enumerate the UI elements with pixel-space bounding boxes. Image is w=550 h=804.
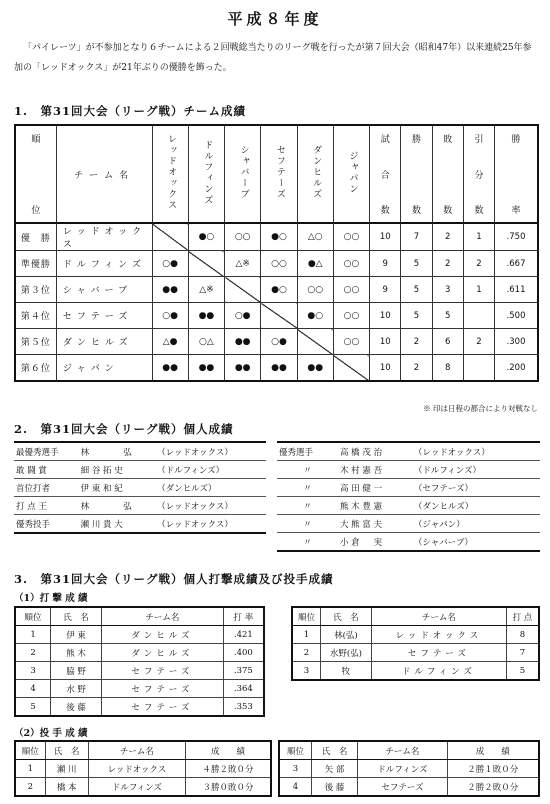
wins-cell: 5 [401, 303, 432, 329]
pct-header [495, 125, 538, 223]
award-title: 敢 闘 賞 [14, 461, 79, 479]
rank: 1 [15, 760, 45, 778]
games-h2: 合 [380, 170, 390, 181]
losses-header [432, 125, 463, 223]
award-row [277, 461, 540, 479]
result-cell: ○○ [333, 277, 369, 303]
losses-cell: 2 [432, 251, 463, 277]
result-cell: ○● [152, 303, 188, 329]
player: 牧 [320, 662, 371, 681]
awards-left-table [14, 441, 266, 534]
player: 熊 木 [51, 644, 102, 662]
rank-header-1: 順 [31, 135, 41, 145]
rbi-row [292, 662, 539, 681]
team-cell: シャバーブ [56, 277, 152, 303]
draws-h3: 数 [474, 206, 484, 216]
rank: 3 [292, 662, 320, 681]
award-name: 伊 東 和 紀 [79, 479, 155, 497]
rank: 3 [279, 760, 311, 778]
record: ２勝２敗０分 [447, 778, 539, 797]
rank-cell: 準優勝 [15, 251, 56, 277]
games-cell: 9 [370, 251, 401, 277]
team-name-header [56, 125, 152, 223]
avg: .353 [223, 698, 264, 717]
col-rank: 順位 [279, 741, 311, 760]
result-cell: △○ [297, 223, 333, 251]
rbi-row [292, 644, 539, 662]
batting-header-row [15, 607, 264, 626]
player: 後 藤 [311, 778, 357, 797]
games-cell: 10 [370, 329, 401, 355]
team-cell: ジャパン [56, 355, 152, 382]
result-cell: ○○ [333, 329, 369, 355]
games-cell: 9 [370, 277, 401, 303]
team-cell: セフテーズ [56, 303, 152, 329]
col-record: 成 績 [186, 741, 271, 760]
team-row [15, 223, 538, 251]
diagonal-cell [333, 355, 369, 382]
award-team: （ダンヒルズ） [412, 497, 540, 515]
result-cell: ○○ [333, 303, 369, 329]
result-cell: ○○ [333, 251, 369, 277]
award-name: 林 弘 [79, 497, 155, 515]
batting-row [15, 680, 264, 698]
result-cell: ●△ [297, 251, 333, 277]
team: ダンヒルズ [102, 626, 224, 644]
rank-header [15, 125, 56, 223]
pct-cell: .750 [495, 223, 538, 251]
wins-cell: 2 [401, 355, 432, 382]
page-title: 平成８年度 [227, 10, 323, 28]
diagonal-cell [152, 223, 188, 251]
wins-cell: 5 [401, 277, 432, 303]
wins-cell: 5 [401, 251, 432, 277]
team-cell: ドルフィンズ [56, 251, 152, 277]
col-team: チーム名 [102, 607, 224, 626]
batting-row [15, 626, 264, 644]
rbi-header-row [292, 607, 539, 626]
player: 林(弘) [320, 626, 371, 644]
result-cell: ○○ [333, 223, 369, 251]
rbi-count: 5 [506, 662, 539, 681]
opp-header-label: ジャパン [347, 150, 358, 195]
result-cell: ○○ [261, 251, 297, 277]
team: レッドオックス [371, 626, 506, 644]
rank: 1 [15, 626, 51, 644]
col-name: 氏 名 [45, 741, 88, 760]
awards-right-table [277, 441, 540, 552]
games-h1: 試 [380, 135, 390, 145]
pitching-row [279, 778, 539, 797]
opp-header-label: ドルフィンズ [202, 139, 213, 206]
batting-row [15, 698, 264, 717]
wins-cell: 2 [401, 329, 432, 355]
draws-header [463, 125, 494, 223]
award-team: （レッドオックス） [155, 497, 266, 515]
team: セフテーズ [371, 644, 506, 662]
batting-row [15, 644, 264, 662]
rank-cell: 第４位 [15, 303, 56, 329]
award-row [14, 479, 266, 497]
pct-h2: 率 [511, 206, 521, 216]
player: 矢 部 [311, 760, 357, 778]
award-title: 〃 [277, 497, 338, 515]
award-row [14, 442, 266, 461]
opp-header-label: セフテーズ [274, 145, 285, 200]
result-cell: ○● [225, 303, 261, 329]
award-team: （レッドオックス） [155, 515, 266, 534]
wins-header [401, 125, 432, 223]
result-cell: △※ [225, 251, 261, 277]
rank: 4 [15, 680, 51, 698]
games-cell: 10 [370, 355, 401, 382]
award-row [277, 479, 540, 497]
result-cell: ●● [188, 355, 224, 382]
intro-paragraph [14, 38, 540, 78]
col-name: 氏 名 [311, 741, 357, 760]
award-title: 〃 [277, 515, 338, 533]
team: レッドオックス [88, 760, 185, 778]
pct-cell: .300 [495, 329, 538, 355]
rank: 5 [15, 698, 51, 717]
team-table-header [15, 125, 538, 223]
rank: 3 [15, 662, 51, 680]
rank-cell: 第６位 [15, 355, 56, 382]
diagonal-cell [261, 303, 297, 329]
result-cell: ●● [297, 355, 333, 382]
opp-header [225, 125, 261, 223]
batting-average-table [14, 606, 265, 717]
result-cell: ●● [225, 329, 261, 355]
award-title: 〃 [277, 533, 338, 552]
award-title: 優秀投手 [14, 515, 79, 534]
pitching-subheading: （2）投 手 成 績 [14, 728, 88, 739]
rank: 2 [292, 644, 320, 662]
team-row [15, 277, 538, 303]
record: ２勝１敗０分 [447, 760, 539, 778]
award-title: 優秀選手 [277, 442, 338, 461]
result-cell: ○○ [225, 223, 261, 251]
team: ドルフィンズ [358, 760, 447, 778]
rbi-row [292, 626, 539, 644]
col-name: 氏 名 [51, 607, 102, 626]
team-standings-table [14, 124, 539, 382]
pitching-row [15, 760, 271, 778]
award-name: 小 倉 実 [338, 533, 412, 552]
result-cell: ○● [261, 329, 297, 355]
draws-h2: 分 [474, 170, 484, 181]
opp-header [333, 125, 369, 223]
losses-cell: 5 [432, 303, 463, 329]
draws-cell [463, 355, 494, 382]
losses-cell: 2 [432, 223, 463, 251]
rank-cell: 優 勝 [15, 223, 56, 251]
losses-cell: 3 [432, 277, 463, 303]
team-row [15, 303, 538, 329]
col-avg: 打 率 [223, 607, 264, 626]
draws-cell: 2 [463, 251, 494, 277]
team: セフテーズ [102, 662, 224, 680]
award-name: 熊 木 豊 憲 [338, 497, 412, 515]
player: 橋 本 [45, 778, 88, 797]
result-cell: ●○ [188, 223, 224, 251]
team-row [15, 251, 538, 277]
intro-text: 「パイレーツ」が不参加となり６チームによる２回戦総当たりのリーグ戦を行ったが第７回大会（昭和47年）以来連続25年参加の「レッドオックス」が21年ぶりの優勝を飾った。 [14, 43, 532, 73]
pct-cell: .200 [495, 355, 538, 382]
record: ３勝０敗０分 [186, 778, 271, 797]
draws-cell: 1 [463, 277, 494, 303]
award-name: 高 橋 茂 治 [338, 442, 412, 461]
result-cell: ●● [188, 303, 224, 329]
losses-cell: 8 [432, 355, 463, 382]
award-title: 最優秀選手 [14, 442, 79, 461]
col-rank: 順位 [15, 741, 45, 760]
award-row [14, 461, 266, 479]
rbi-table [291, 606, 540, 681]
rank: 1 [292, 626, 320, 644]
pct-cell: .667 [495, 251, 538, 277]
rbi-count: 8 [506, 626, 539, 644]
col-record: 成 績 [447, 741, 539, 760]
games-h3: 数 [380, 206, 390, 216]
team-row [15, 355, 538, 382]
team-cell: ダンヒルズ [56, 329, 152, 355]
losses-cell: 6 [432, 329, 463, 355]
diagonal-cell [225, 277, 261, 303]
opp-header-label: ダンヒルズ [311, 145, 322, 200]
team-row [15, 329, 538, 355]
award-title: 打 点 王 [14, 497, 79, 515]
pitching-table-left [14, 740, 272, 797]
opp-header-label: シャバーブ [238, 145, 249, 200]
team: ドルフィンズ [371, 662, 506, 681]
wins-h2: 数 [411, 206, 421, 216]
award-row [277, 533, 540, 552]
award-title: 〃 [277, 479, 338, 497]
section-3-heading: 3. 第31回大会（リーグ戦）個人打撃成績及び投手成績 [14, 572, 334, 586]
batting-row [15, 662, 264, 680]
result-cell: ●● [225, 355, 261, 382]
award-team: （ドルフィンズ） [412, 461, 540, 479]
team: セフテーズ [102, 698, 224, 717]
draws-h1: 引 [474, 135, 484, 145]
player: 伊 東 [51, 626, 102, 644]
opp-header [188, 125, 224, 223]
losses-h2: 数 [443, 206, 453, 216]
avg: .400 [223, 644, 264, 662]
pct-cell: .500 [495, 303, 538, 329]
player: 脇 野 [51, 662, 102, 680]
result-cell: ●● [261, 355, 297, 382]
losses-h1: 敗 [443, 135, 453, 145]
result-cell: △※ [188, 277, 224, 303]
award-row [277, 515, 540, 533]
player: 後 藤 [51, 698, 102, 717]
pct-cell: .611 [495, 277, 538, 303]
award-row [14, 515, 266, 534]
result-cell: △● [152, 329, 188, 355]
award-name: 林 弘 [79, 442, 155, 461]
col-rank: 順位 [292, 607, 320, 626]
rank-cell: 第３位 [15, 277, 56, 303]
games-cell: 10 [370, 223, 401, 251]
wins-cell: 7 [401, 223, 432, 251]
table-footnote: ※ 印は日程の都合により対戦なし [423, 404, 538, 413]
games-cell: 10 [370, 303, 401, 329]
team: ドルフィンズ [88, 778, 185, 797]
team-cell: レッドオックス [56, 223, 152, 251]
record: ４勝２敗０分 [186, 760, 271, 778]
result-cell: ○○ [297, 277, 333, 303]
opp-header [152, 125, 188, 223]
col-team: チーム名 [371, 607, 506, 626]
section-1-heading: 1. 第31回大会（リーグ戦）チーム成績 [14, 104, 247, 118]
avg: .364 [223, 680, 264, 698]
avg: .375 [223, 662, 264, 680]
result-cell: ●○ [261, 277, 297, 303]
pitching-header-row [279, 741, 539, 760]
rbi-count: 7 [506, 644, 539, 662]
rank-header-2: 位 [31, 206, 41, 216]
section-2-heading: 2. 第31回大会（リーグ戦）個人成績 [14, 422, 234, 436]
pitching-header-row [15, 741, 271, 760]
team: ダンヒルズ [102, 644, 224, 662]
award-name: 瀬 川 貴 大 [79, 515, 155, 534]
award-row [277, 497, 540, 515]
col-rank: 順位 [15, 607, 51, 626]
award-title: 〃 [277, 461, 338, 479]
award-team: （ドルフィンズ） [155, 461, 266, 479]
award-team: （セフテーズ） [412, 479, 540, 497]
result-cell: ○● [152, 251, 188, 277]
team: セフテーズ [102, 680, 224, 698]
wins-h1: 勝 [411, 135, 421, 145]
pct-h1: 勝 [511, 135, 521, 145]
result-cell: ●● [152, 277, 188, 303]
team: セフテーズ [358, 778, 447, 797]
games-header [370, 125, 401, 223]
team-name-header-label: チーム名 [74, 170, 135, 181]
rank-cell: 第５位 [15, 329, 56, 355]
award-team: （ダンヒルズ） [155, 479, 266, 497]
rank: 2 [15, 644, 51, 662]
award-team: （レッドオックス） [412, 442, 540, 461]
opp-header [297, 125, 333, 223]
award-name: 細 谷 拓 史 [79, 461, 155, 479]
player: 瀬 川 [45, 760, 88, 778]
pitching-table-right [278, 740, 540, 797]
pitching-row [15, 778, 271, 797]
award-team: （レッドオックス） [155, 442, 266, 461]
draws-cell: 1 [463, 223, 494, 251]
col-team: チーム名 [358, 741, 447, 760]
award-title: 首位打者 [14, 479, 79, 497]
diagonal-cell [297, 329, 333, 355]
award-team: （シャバーブ） [412, 533, 540, 552]
player: 水 野 [51, 680, 102, 698]
award-name: 木 村 憲 吾 [338, 461, 412, 479]
result-cell: ●○ [297, 303, 333, 329]
draws-cell: 2 [463, 329, 494, 355]
opp-header-label: レッドオックス [166, 134, 177, 211]
award-row [14, 497, 266, 515]
diagonal-cell [188, 251, 224, 277]
result-cell: ○△ [188, 329, 224, 355]
avg: .421 [223, 626, 264, 644]
col-team: チーム名 [88, 741, 185, 760]
player: 水野(弘) [320, 644, 371, 662]
result-cell: ●● [152, 355, 188, 382]
award-name: 大 熊 富 夫 [338, 515, 412, 533]
award-name: 高 田 健 一 [338, 479, 412, 497]
result-cell: ●○ [261, 223, 297, 251]
rank: 4 [279, 778, 311, 797]
col-name: 氏 名 [320, 607, 371, 626]
batting-subheading: （1）打 撃 成 績 [14, 593, 88, 604]
pitching-row [279, 760, 539, 778]
opp-header [261, 125, 297, 223]
col-rbi: 打 点 [506, 607, 539, 626]
draws-cell [463, 303, 494, 329]
award-team: （ジャパン） [412, 515, 540, 533]
award-row [277, 442, 540, 461]
rank: 2 [15, 778, 45, 797]
